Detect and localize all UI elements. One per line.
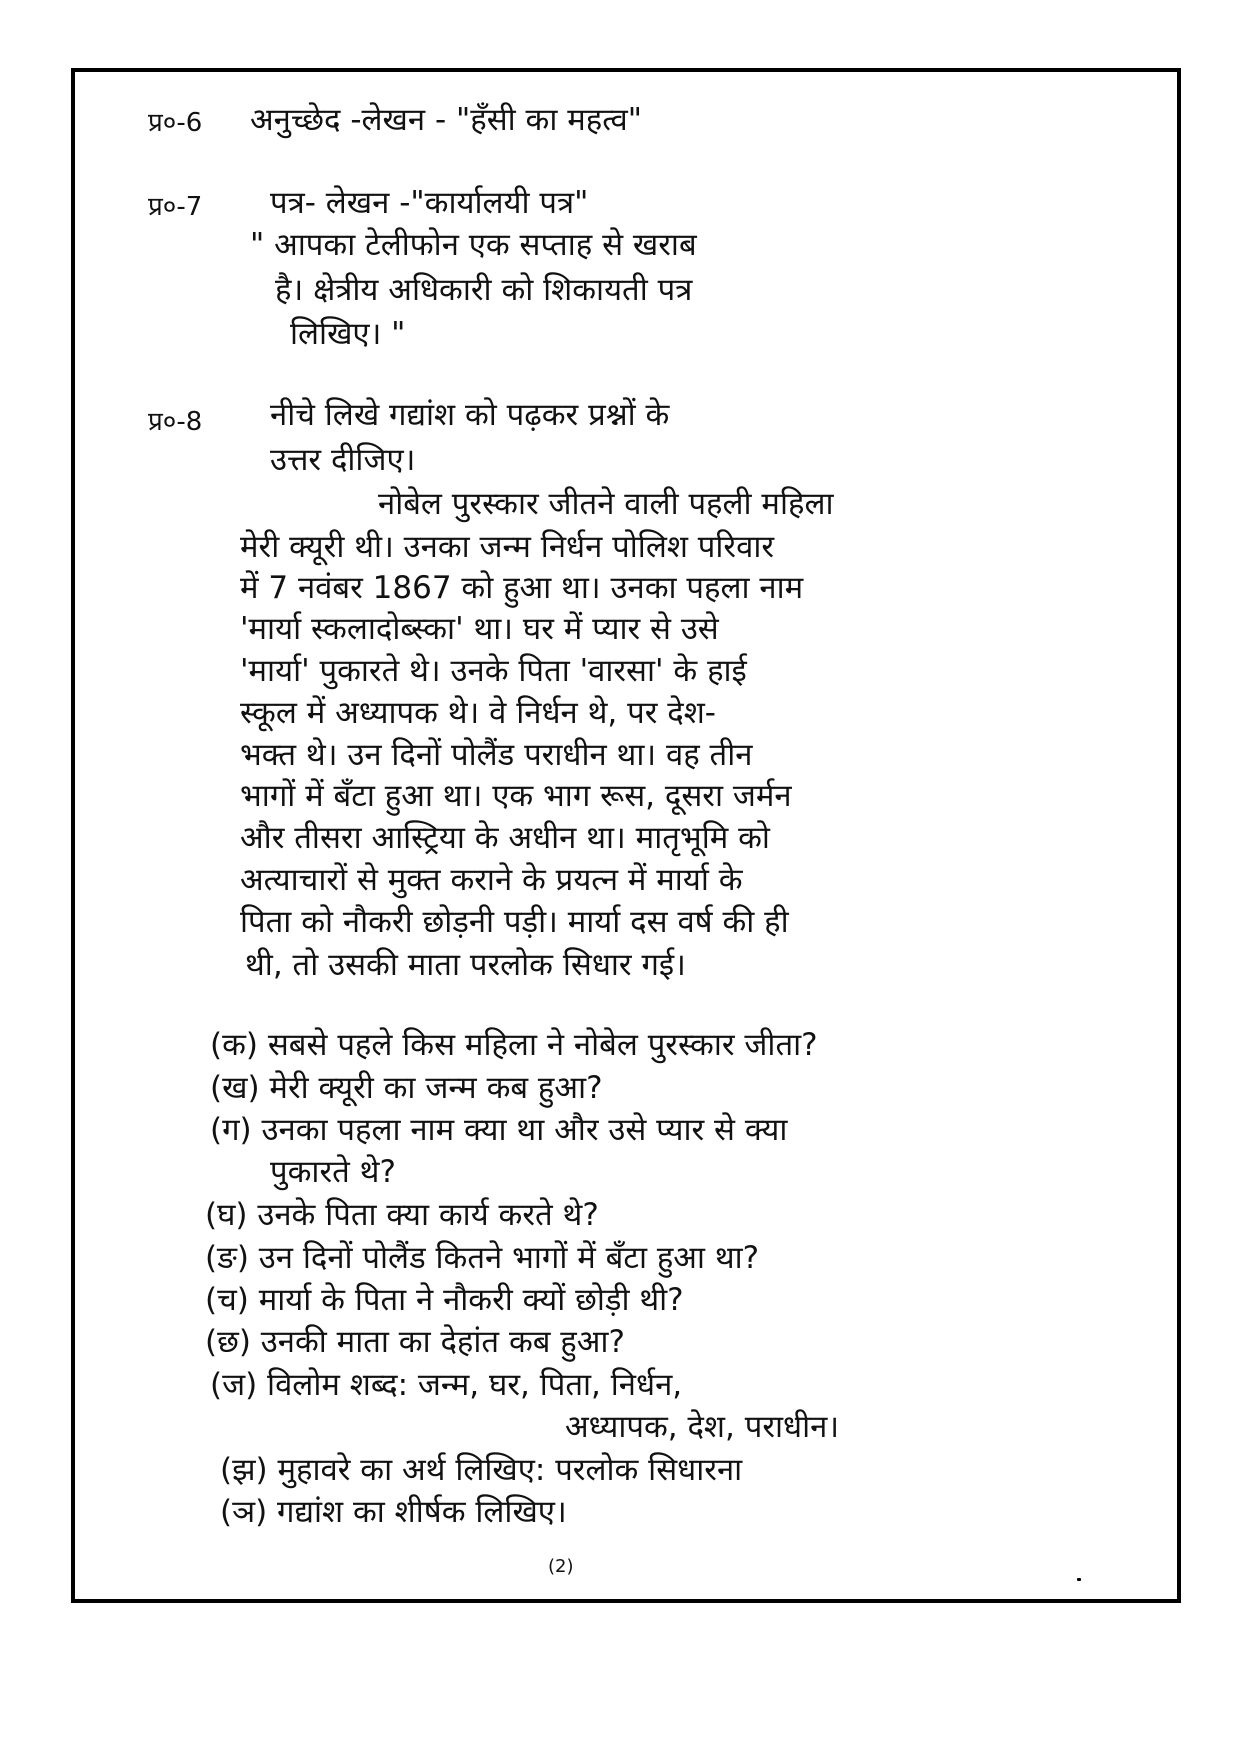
- passage-line: मेरी क्यूरी थी। उनका जन्म निर्धन पोलिश परिवार: [240, 529, 775, 565]
- passage-line: नोबेल पुरस्कार जीतने वाली पहली महिला: [378, 486, 834, 522]
- sub-question: अध्यापक, देश, पराधीन।: [565, 1409, 840, 1445]
- passage-line: भक्त थे। उन दिनों पोलैंड पराधीन था। वह तीन: [240, 737, 753, 773]
- sub-question: (ग) उनका पहला नाम क्या था और उसे प्यार से क्या: [210, 1112, 788, 1148]
- passage-line: स्कूल में अध्यापक थे। वे निर्धन थे, पर देश-: [240, 695, 716, 731]
- sub-question: (ञ) गद्यांश का शीर्षक लिखिए।: [220, 1494, 567, 1530]
- q7-prompt-line: है। क्षेत्रीय अधिकारी को शिकायती पत्र: [275, 272, 693, 308]
- q6-topic: अनुच्छेद -लेखन - "हँसी का महत्व": [250, 102, 642, 138]
- q8-instruction: उत्तर दीजिए।: [270, 442, 416, 478]
- q6-number: प्र०-6: [148, 108, 203, 138]
- sub-question: (घ) उनके पिता क्या कार्य करते थे?: [205, 1197, 599, 1233]
- passage-line: 'मार्या स्कलादोब्स्का' था। घर में प्यार से उसे: [240, 611, 719, 647]
- passage-line: और तीसरा आस्ट्रिया के अधीन था। मातृभूमि को: [240, 820, 770, 856]
- sub-question: (ङ) उन दिनों पोलैंड कितने भागों में बँटा हुआ था?: [205, 1240, 760, 1276]
- sub-question: (छ) उनकी माता का देहांत कब हुआ?: [205, 1324, 625, 1360]
- sub-question: (ख) मेरी क्यूरी का जन्म कब हुआ?: [210, 1070, 603, 1106]
- q8-number: प्र०-8: [148, 407, 203, 437]
- sub-question: (क) सबसे पहले किस महिला ने नोबेल पुरस्कार जीता?: [210, 1027, 818, 1063]
- q8-instruction: नीचे लिखे गद्यांश को पढ़कर प्रश्नों के: [270, 397, 670, 433]
- sub-question: (च) मार्या के पिता ने नौकरी क्यों छोड़ी थी?: [205, 1282, 684, 1318]
- passage-line: 'मार्या' पुकारते थे। उनके पिता 'वारसा' के हाई: [240, 653, 747, 689]
- sub-question: पुकारते थे?: [270, 1154, 396, 1190]
- sub-question: (ज) विलोम शब्द: जन्म, घर, पिता, निर्धन,: [210, 1367, 683, 1403]
- q7-prompt-line: लिखिए। ": [290, 316, 406, 352]
- sub-question: (झ) मुहावरे का अर्थ लिखिए: परलोक सिधारना: [220, 1452, 743, 1488]
- passage-line: थी, तो उसकी माता परलोक सिधार गई।: [245, 947, 686, 983]
- passage-line: में 7 नवंबर 1867 को हुआ था। उनका पहला नाम: [240, 570, 804, 606]
- q7-number: प्र०-7: [148, 192, 203, 222]
- passage-line: भागों में बँटा हुआ था। एक भाग रूस, दूसरा जर्मन: [240, 778, 792, 814]
- q7-prompt-line: " आपका टेलीफोन एक सप्ताह से खराब: [250, 227, 697, 263]
- passage-line: पिता को नौकरी छोड़नी पड़ी। मार्या दस वर्ष की ही: [240, 904, 789, 940]
- passage-line: अत्याचारों से मुक्त कराने के प्रयत्न में मार्या के: [240, 862, 743, 898]
- q7-heading: पत्र- लेखन -"कार्यालयी पत्र": [270, 185, 589, 221]
- stray-mark: [1077, 1578, 1081, 1581]
- page-number: (2): [548, 1556, 574, 1577]
